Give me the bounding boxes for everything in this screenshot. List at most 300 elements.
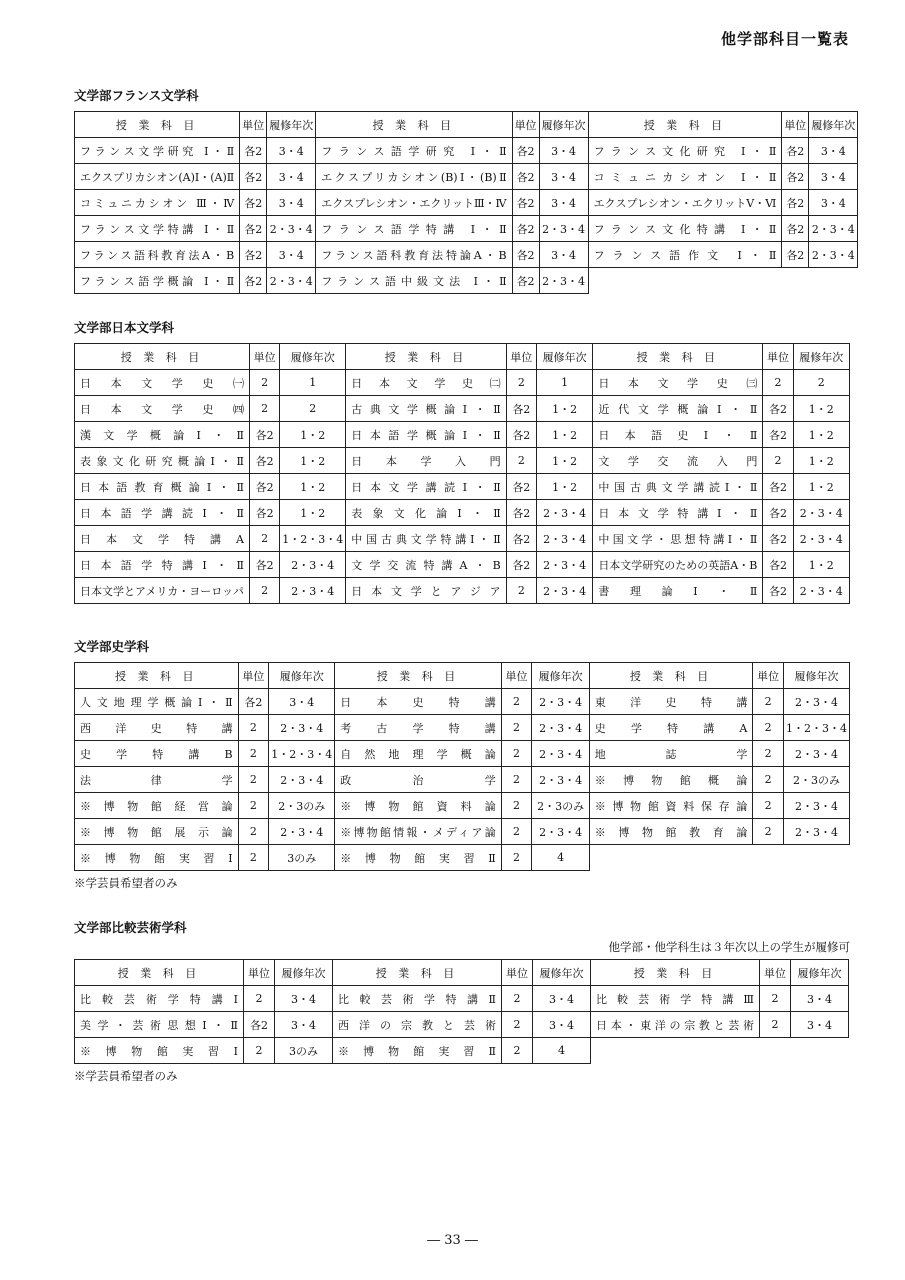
column-header-subject: 授 業 科 目 [588, 112, 782, 138]
column-header-unit: 単位 [512, 112, 539, 138]
year-cell: 3・4 [267, 164, 316, 190]
subject-name-cell: 日本文学特講A [75, 526, 250, 552]
year-cell: 3・4 [791, 986, 849, 1012]
unit-cell: 各2 [512, 216, 539, 242]
unit-cell: 各2 [506, 422, 536, 448]
year-cell: 3・4 [533, 1012, 591, 1038]
table-row [75, 448, 850, 474]
unit-cell: 2 [501, 819, 532, 845]
subject-name-cell: 文学交流特講A・B [346, 552, 506, 578]
subject-name-cell: 表象文化論Ⅰ・Ⅱ [346, 500, 506, 526]
subject-name-cell: 日本文学史㈢ [593, 370, 763, 396]
year-cell: 1・2 [280, 474, 346, 500]
column-header-year: 履修年次 [793, 344, 849, 370]
table-row [75, 474, 850, 500]
year-cell: 3・4 [533, 986, 591, 1012]
subject-name-cell: ※博物館実習Ⅰ [75, 845, 239, 871]
year-cell: 1 [536, 370, 592, 396]
subject-name-cell: 日本語学概論Ⅰ・Ⅱ [346, 422, 506, 448]
column-header-subject: 授 業 科 目 [316, 112, 512, 138]
column-header-subject: 授 業 科 目 [333, 960, 502, 986]
year-cell: 1・2・3・4 [280, 526, 346, 552]
unit-cell: 各2 [512, 164, 539, 190]
subject-table [74, 662, 850, 871]
year-cell: 1・2 [793, 396, 849, 422]
subject-name-cell: 政治学 [335, 767, 502, 793]
column-header-unit: 単位 [501, 663, 532, 689]
column-header-year: 履修年次 [539, 112, 588, 138]
year-cell: 3・4 [267, 138, 316, 164]
empty-cell [782, 268, 809, 294]
subject-name-cell: フランス語学概論 Ⅰ・Ⅱ [75, 268, 240, 294]
unit-cell: 各2 [250, 422, 280, 448]
unit-cell: 各2 [250, 448, 280, 474]
page-header-title: 他学部科目一覧表 [720, 30, 849, 48]
subject-name-cell: 漢文学概論Ⅰ・Ⅱ [75, 422, 250, 448]
column-header-subject: 授 業 科 目 [75, 112, 240, 138]
subject-name-cell: 表象文化研究概論Ⅰ・Ⅱ [75, 448, 250, 474]
year-cell: 1・2 [536, 396, 592, 422]
table-row [75, 190, 858, 216]
empty-cell [783, 845, 849, 871]
year-cell: 2・3・4 [532, 767, 589, 793]
column-header-unit: 単位 [782, 112, 809, 138]
subject-name-cell: 法律学 [75, 767, 239, 793]
column-header-unit: 単位 [238, 663, 269, 689]
year-cell: 2・3・4 [536, 552, 592, 578]
subject-name-cell: 美学・芸術思想Ⅰ・Ⅱ [75, 1012, 244, 1038]
year-cell: 1・2 [793, 552, 849, 578]
subject-name-cell: エクスプリカシオン(B)Ⅰ・(B)Ⅱ [316, 164, 512, 190]
subject-name-cell: 比較芸術学特講Ⅱ [333, 986, 502, 1012]
table-header-row [75, 112, 858, 138]
subject-name-cell: 中国古典文学特講Ⅰ・Ⅱ [346, 526, 506, 552]
unit-cell: 2 [753, 689, 784, 715]
unit-cell: 各2 [512, 138, 539, 164]
column-header-unit: 単位 [250, 344, 280, 370]
subject-name-cell: エクスプレシオン・エクリットⅢ・Ⅳ [316, 190, 512, 216]
subject-name-cell: 日本学入門 [346, 448, 506, 474]
subject-name-cell: フランス文化研究 Ⅰ・Ⅱ [588, 138, 782, 164]
table-header-row [75, 663, 850, 689]
year-cell: 2・3・4 [536, 500, 592, 526]
unit-cell: 各2 [506, 396, 536, 422]
year-cell: 3・4 [267, 242, 316, 268]
table-row [75, 741, 850, 767]
unit-cell: 各2 [763, 500, 793, 526]
unit-cell: 各2 [250, 500, 280, 526]
unit-cell: 2 [501, 767, 532, 793]
column-header-unit: 単位 [502, 960, 533, 986]
year-cell: 4 [533, 1038, 591, 1064]
unit-cell: 2 [238, 845, 269, 871]
unit-cell: 各2 [240, 216, 267, 242]
unit-cell: 各2 [763, 474, 793, 500]
table-row [75, 715, 850, 741]
year-cell: 1 [280, 370, 346, 396]
subject-table [74, 343, 850, 604]
subject-name-cell: フランス文化特講 Ⅰ・Ⅱ [588, 216, 782, 242]
column-header-unit: 単位 [763, 344, 793, 370]
subject-name-cell: 近代文学概論Ⅰ・Ⅱ [593, 396, 763, 422]
unit-cell: 2 [238, 793, 269, 819]
subject-name-cell: 古典文学概論Ⅰ・Ⅱ [346, 396, 506, 422]
subject-name-cell: ※博物館資料保存論 [589, 793, 753, 819]
year-cell: 3・4 [267, 190, 316, 216]
subject-name-cell: 日本文学講読Ⅰ・Ⅱ [346, 474, 506, 500]
year-cell: 2・3・4 [536, 578, 592, 604]
year-cell: 2 [280, 396, 346, 422]
unit-cell: 各2 [506, 552, 536, 578]
subject-name-cell: 日本文学史㈠ [75, 370, 250, 396]
unit-cell: 2 [753, 741, 784, 767]
subject-name-cell: 比較芸術学特講Ⅰ [75, 986, 244, 1012]
table-row [75, 552, 850, 578]
year-cell: 1・2 [793, 422, 849, 448]
subject-name-cell: 西洋史特講 [75, 715, 239, 741]
column-header-year: 履修年次 [280, 344, 346, 370]
section-block [74, 320, 850, 604]
column-header-year: 履修年次 [783, 663, 849, 689]
unit-cell: 2 [753, 793, 784, 819]
year-cell: 2・3・4 [809, 242, 858, 268]
empty-cell [809, 268, 858, 294]
column-header-year: 履修年次 [269, 663, 335, 689]
subject-name-cell: 書理論Ⅰ・Ⅱ [593, 578, 763, 604]
column-header-unit: 単位 [244, 960, 275, 986]
subject-name-cell: 日本語学講読Ⅰ・Ⅱ [75, 500, 250, 526]
subject-name-cell: 日本文学特講Ⅰ・Ⅱ [593, 500, 763, 526]
subject-name-cell: 自然地理学概論 [335, 741, 502, 767]
subject-name-cell: 日本語教育概論Ⅰ・Ⅱ [75, 474, 250, 500]
unit-cell: 各2 [240, 242, 267, 268]
column-header-unit: 単位 [753, 663, 784, 689]
year-cell: 3・4 [539, 164, 588, 190]
table-row [75, 1012, 849, 1038]
subject-name-cell: ※博物館実習Ⅰ [75, 1038, 244, 1064]
year-cell: 1・2 [536, 448, 592, 474]
unit-cell: 各2 [782, 190, 809, 216]
unit-cell: 各2 [250, 552, 280, 578]
unit-cell: 各2 [782, 242, 809, 268]
unit-cell: 2 [506, 448, 536, 474]
year-cell: 2・3・4 [783, 819, 849, 845]
subject-name-cell: フランス語科教育法A・B [75, 242, 240, 268]
subject-name-cell: 文学交流入門 [593, 448, 763, 474]
subject-table [74, 111, 858, 294]
section-block [74, 639, 850, 890]
year-cell: 2・3・4 [783, 741, 849, 767]
unit-cell: 2 [238, 819, 269, 845]
year-cell: 2・3・4 [269, 767, 335, 793]
subject-name-cell: 日本語学特講Ⅰ・Ⅱ [75, 552, 250, 578]
subject-name-cell: 日本文学とアメリカ・ヨーロッパ [75, 578, 250, 604]
unit-cell: 各2 [512, 190, 539, 216]
year-cell: 1・2 [793, 474, 849, 500]
subject-name-cell: フランス語科教育法特論A・B [316, 242, 512, 268]
unit-cell: 各2 [782, 138, 809, 164]
year-cell: 2・3のみ [532, 793, 589, 819]
year-cell: 2・3・4 [539, 216, 588, 242]
unit-cell: 2 [250, 526, 280, 552]
column-header-year: 履修年次 [533, 960, 591, 986]
column-header-subject: 授 業 科 目 [75, 344, 250, 370]
unit-cell: 2 [506, 370, 536, 396]
table-row [75, 819, 850, 845]
table-row [75, 1038, 849, 1064]
column-header-subject: 授 業 科 目 [75, 960, 244, 986]
unit-cell: 2 [501, 741, 532, 767]
subject-name-cell: 日本文学とアジア [346, 578, 506, 604]
column-header-unit: 単位 [506, 344, 536, 370]
year-cell: 3のみ [269, 845, 335, 871]
subject-name-cell: コミュニカシオン Ⅲ・Ⅳ [75, 190, 240, 216]
unit-cell: 2 [238, 715, 269, 741]
year-cell: 2・3・4 [269, 819, 335, 845]
section-footnote: ※学芸員希望者のみ [74, 876, 178, 890]
subject-name-cell: 日本語史Ⅰ・Ⅱ [593, 422, 763, 448]
unit-cell: 各2 [244, 1012, 275, 1038]
page-number: ― 33 ― [427, 1233, 478, 1248]
unit-cell: 2 [760, 1012, 791, 1038]
unit-cell: 各2 [240, 190, 267, 216]
subject-name-cell: ※博物館概論 [589, 767, 753, 793]
year-cell: 2・3・4 [280, 578, 346, 604]
table-row [75, 370, 850, 396]
table-row [75, 526, 850, 552]
unit-cell: 各2 [512, 242, 539, 268]
section-block [74, 88, 856, 294]
subject-name-cell: 中国古典文学講読Ⅰ・Ⅱ [593, 474, 763, 500]
table-row [75, 578, 850, 604]
column-header-year: 履修年次 [275, 960, 333, 986]
column-header-subject: 授 業 科 目 [589, 663, 753, 689]
table-row [75, 793, 850, 819]
column-header-year: 履修年次 [536, 344, 592, 370]
unit-cell: 各2 [238, 689, 269, 715]
table-header-row [75, 960, 849, 986]
subject-name-cell: ※博物館展示論 [75, 819, 239, 845]
column-header-subject: 授 業 科 目 [75, 663, 239, 689]
subject-name-cell: フランス語学研究 Ⅰ・Ⅱ [316, 138, 512, 164]
unit-cell: 2 [244, 986, 275, 1012]
year-cell: 3・4 [809, 138, 858, 164]
year-cell: 2・3・4 [269, 715, 335, 741]
subject-table [74, 959, 849, 1064]
subject-name-cell: エクスプレシオン・エクリットⅤ・Ⅵ [588, 190, 782, 216]
empty-cell [753, 845, 784, 871]
table-row [75, 422, 850, 448]
unit-cell: 2 [501, 845, 532, 871]
unit-cell: 2 [760, 986, 791, 1012]
table-row [75, 242, 858, 268]
column-header-subject: 授 業 科 目 [591, 960, 760, 986]
subject-name-cell: ※博物館資料論 [335, 793, 502, 819]
subject-name-cell: コミュニカシオン Ⅰ・Ⅱ [588, 164, 782, 190]
column-header-subject: 授 業 科 目 [335, 663, 502, 689]
subject-name-cell: 史学特講B [75, 741, 239, 767]
table-header-row [75, 344, 850, 370]
unit-cell: 各2 [506, 526, 536, 552]
table-row [75, 138, 858, 164]
year-cell: 2・3・4 [267, 268, 316, 294]
year-cell: 1・2 [280, 422, 346, 448]
unit-cell: 2 [250, 396, 280, 422]
unit-cell: 2 [250, 370, 280, 396]
subject-name-cell: 日本文学研究のための英語A・B [593, 552, 763, 578]
table-row [75, 986, 849, 1012]
unit-cell: 2 [753, 767, 784, 793]
subject-name-cell: 史学特講A [589, 715, 753, 741]
column-header-year: 履修年次 [532, 663, 589, 689]
year-cell: 3・4 [809, 190, 858, 216]
year-cell: 2・3・4 [793, 526, 849, 552]
subject-name-cell: 地誌学 [589, 741, 753, 767]
subject-name-cell: ※博物館情報・メディア論 [335, 819, 502, 845]
year-cell: 2・3・4 [532, 689, 589, 715]
subject-name-cell: フランス語学特講 Ⅰ・Ⅱ [316, 216, 512, 242]
subject-name-cell: エクスプリカシオン(A)Ⅰ・(A)Ⅱ [75, 164, 240, 190]
year-cell: 2・3・4 [793, 578, 849, 604]
subject-name-cell: フランス語中級文法 Ⅰ・Ⅱ [316, 268, 512, 294]
subject-name-cell: ※博物館教育論 [589, 819, 753, 845]
subject-name-cell: フランス語作文 Ⅰ・Ⅱ [588, 242, 782, 268]
year-cell: 3・4 [269, 689, 335, 715]
column-header-unit: 単位 [240, 112, 267, 138]
subject-name-cell: ※博物館経営論 [75, 793, 239, 819]
unit-cell: 各2 [763, 526, 793, 552]
year-cell: 1・2・3・4 [783, 715, 849, 741]
year-cell: 2・3・4 [532, 741, 589, 767]
year-cell: 2・3・4 [267, 216, 316, 242]
section-title: 文学部比較芸術学科 [74, 920, 187, 935]
table-row [75, 500, 850, 526]
year-cell: 3・4 [275, 986, 333, 1012]
empty-cell [589, 845, 753, 871]
column-header-subject: 授 業 科 目 [593, 344, 763, 370]
unit-cell: 各2 [782, 216, 809, 242]
column-header-subject: 授 業 科 目 [346, 344, 506, 370]
subject-name-cell: 人文地理学概論Ⅰ・Ⅱ [75, 689, 239, 715]
unit-cell: 各2 [240, 138, 267, 164]
table-row [75, 396, 850, 422]
subject-name-cell: フランス文学特講 Ⅰ・Ⅱ [75, 216, 240, 242]
unit-cell: 2 [501, 689, 532, 715]
year-cell: 2・3・4 [280, 552, 346, 578]
unit-cell: 各2 [782, 164, 809, 190]
table-row [75, 216, 858, 242]
subject-name-cell: 考古学特講 [335, 715, 502, 741]
unit-cell: 各2 [250, 474, 280, 500]
unit-cell: 2 [244, 1038, 275, 1064]
section-title: 文学部フランス文学科 [74, 88, 199, 103]
unit-cell: 各2 [240, 164, 267, 190]
year-cell: 2 [793, 370, 849, 396]
year-cell: 3・4 [539, 138, 588, 164]
year-cell: 1・2 [536, 474, 592, 500]
subject-name-cell: フランス文学研究 Ⅰ・Ⅱ [75, 138, 240, 164]
subject-name-cell: 中国文学・思想特講Ⅰ・Ⅱ [593, 526, 763, 552]
year-cell: 1・2 [793, 448, 849, 474]
year-cell: 3・4 [791, 1012, 849, 1038]
unit-cell: 2 [501, 715, 532, 741]
unit-cell: 各2 [763, 578, 793, 604]
unit-cell: 2 [502, 1012, 533, 1038]
year-cell: 3のみ [275, 1038, 333, 1064]
year-cell: 3・4 [539, 242, 588, 268]
section-title: 文学部史学科 [74, 639, 150, 654]
subject-name-cell: 西洋の宗教と芸術 [333, 1012, 502, 1038]
column-header-year: 履修年次 [809, 112, 858, 138]
table-row [75, 164, 858, 190]
subject-name-cell: 比較芸術学特講Ⅲ [591, 986, 760, 1012]
subject-name-cell: 日本・東洋の宗教と芸術 [591, 1012, 760, 1038]
unit-cell: 各2 [512, 268, 539, 294]
unit-cell: 各2 [763, 422, 793, 448]
year-cell: 1・2 [536, 422, 592, 448]
year-cell: 2・3のみ [783, 767, 849, 793]
unit-cell: 各2 [763, 552, 793, 578]
year-cell: 2・3・4 [783, 689, 849, 715]
empty-cell [591, 1038, 760, 1064]
unit-cell: 各2 [240, 268, 267, 294]
year-cell: 2・3・4 [532, 715, 589, 741]
table-row [75, 767, 850, 793]
empty-cell [588, 268, 782, 294]
year-cell: 3・4 [275, 1012, 333, 1038]
year-cell: 1・2・3・4 [269, 741, 335, 767]
column-header-year: 履修年次 [791, 960, 849, 986]
section-block [74, 920, 850, 1083]
subject-name-cell: ※博物館実習Ⅱ [333, 1038, 502, 1064]
unit-cell: 各2 [506, 500, 536, 526]
year-cell: 3・4 [809, 164, 858, 190]
column-header-unit: 単位 [760, 960, 791, 986]
year-cell: 2・3・4 [539, 268, 588, 294]
unit-cell: 2 [250, 578, 280, 604]
section-title: 文学部日本文学科 [74, 320, 175, 335]
unit-cell: 2 [763, 370, 793, 396]
unit-cell: 各2 [763, 396, 793, 422]
subject-name-cell: 日本史特講 [335, 689, 502, 715]
unit-cell: 2 [238, 741, 269, 767]
section-note: 他学部・他学科生は３年次以上の学生が履修可 [608, 940, 850, 954]
unit-cell: 2 [506, 578, 536, 604]
year-cell: 2・3のみ [269, 793, 335, 819]
year-cell: 2・3・4 [793, 500, 849, 526]
table-row [75, 689, 850, 715]
year-cell: 2・3・4 [536, 526, 592, 552]
subject-name-cell: 日本文学史㈡ [346, 370, 506, 396]
year-cell: 1・2 [280, 448, 346, 474]
empty-cell [760, 1038, 791, 1064]
empty-cell [791, 1038, 849, 1064]
year-cell: 3・4 [539, 190, 588, 216]
subject-name-cell: 日本文学史㈣ [75, 396, 250, 422]
unit-cell: 2 [763, 448, 793, 474]
year-cell: 2・3・4 [783, 793, 849, 819]
section-footnote: ※学芸員希望者のみ [74, 1069, 178, 1083]
year-cell: 4 [532, 845, 589, 871]
year-cell: 1・2 [280, 500, 346, 526]
year-cell: 2・3・4 [532, 819, 589, 845]
column-header-year: 履修年次 [267, 112, 316, 138]
unit-cell: 各2 [506, 474, 536, 500]
subject-name-cell: ※博物館実習Ⅱ [335, 845, 502, 871]
unit-cell: 2 [501, 793, 532, 819]
table-row [75, 268, 858, 294]
unit-cell: 2 [238, 767, 269, 793]
